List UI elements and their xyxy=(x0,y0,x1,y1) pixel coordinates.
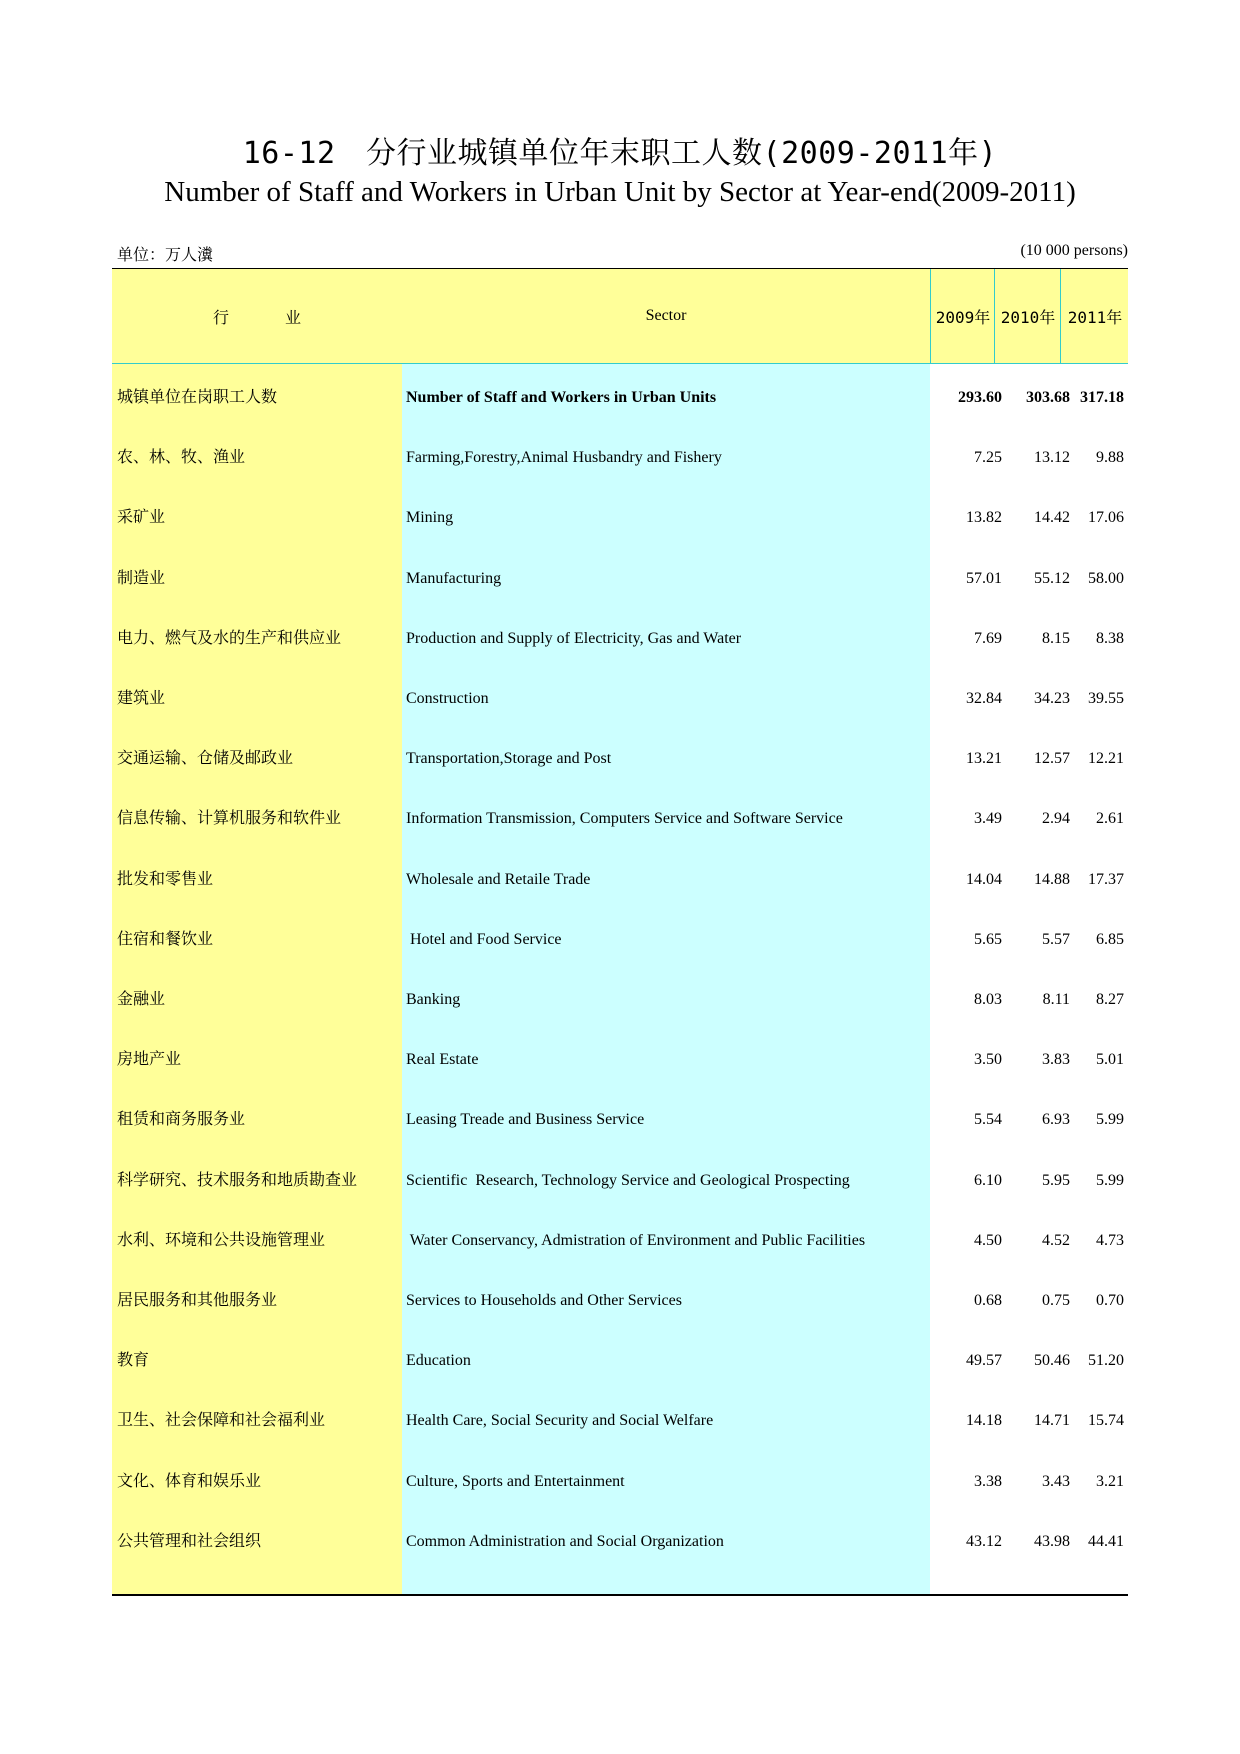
page-title-cn: 16-12 分行业城镇单位年末职工人数(2009-2011年) xyxy=(242,136,998,171)
value-2009: 3.50 xyxy=(974,1051,1002,1069)
table-row xyxy=(112,970,1128,1030)
value-2011: 5.99 xyxy=(1096,1171,1124,1189)
value-2009: 5.65 xyxy=(974,930,1002,948)
table-row xyxy=(112,669,1128,729)
value-2010: 3.43 xyxy=(1042,1472,1070,1490)
value-2010: 55.12 xyxy=(1034,569,1070,587)
value-2011: 12.21 xyxy=(1088,750,1124,768)
table-row xyxy=(112,1331,1128,1391)
header-sector-cn xyxy=(112,269,402,363)
sector-name-cn: 信息传输、计算机服务和软件业 xyxy=(117,810,342,828)
table-row xyxy=(112,609,1128,669)
sector-name-cn: 文化、体育和娱乐业 xyxy=(117,1472,262,1490)
table-row xyxy=(112,729,1128,789)
value-2009: 6.10 xyxy=(974,1171,1002,1189)
header-year-2011: 2011年 xyxy=(1060,269,1129,363)
sector-name-en: Information Transmission, Computers Service and Software Service xyxy=(406,810,843,828)
sector-name-cn: 电力、燃气及水的生产和供应业 xyxy=(117,629,342,647)
value-2009: 4.50 xyxy=(974,1231,1002,1249)
sector-name-cn: 采矿业 xyxy=(117,509,166,527)
table-row xyxy=(112,1090,1128,1150)
sector-name-en: Production and Supply of Electricity, Gas and Water xyxy=(406,629,742,647)
sector-name-cn: 批发和零售业 xyxy=(117,870,214,888)
value-2009: 43.12 xyxy=(966,1532,1002,1550)
sector-name-en: Education xyxy=(406,1352,471,1370)
value-2011: 17.06 xyxy=(1088,509,1124,527)
table-row xyxy=(112,910,1128,970)
sector-name-en: Culture, Sports and Entertainment xyxy=(406,1472,625,1490)
value-2010: 8.15 xyxy=(1042,629,1070,647)
value-2011: 3.21 xyxy=(1096,1472,1124,1490)
sector-name-en: Water Conservancy, Admistration of Environment and Public Facilities xyxy=(406,1231,866,1249)
sector-name-cn: 制造业 xyxy=(117,569,166,587)
value-2010: 2.94 xyxy=(1042,810,1070,828)
value-2011: 2.61 xyxy=(1096,810,1124,828)
table-row xyxy=(112,1271,1128,1331)
value-2010: 5.57 xyxy=(1042,930,1070,948)
value-2011: 317.18 xyxy=(1080,389,1124,406)
sector-name-en: Services to Households and Other Services xyxy=(406,1292,682,1309)
value-2009: 57.01 xyxy=(966,569,1002,587)
unit-label-en: (10 000 persons) xyxy=(1020,242,1128,259)
value-2009: 0.68 xyxy=(974,1292,1002,1309)
sector-name-cn: 居民服务和其他服务业 xyxy=(117,1292,278,1309)
header-sector-en: Sector xyxy=(645,307,687,324)
table-row xyxy=(112,789,1128,849)
table-row xyxy=(112,368,1128,428)
table-row xyxy=(112,1151,1128,1211)
table-row xyxy=(112,428,1128,488)
value-2009: 8.03 xyxy=(974,991,1002,1008)
value-2011: 4.73 xyxy=(1096,1231,1124,1249)
sector-name-cn: 城镇单位在岗职工人数 xyxy=(117,389,278,406)
sector-name-en: Number of Staff and Workers in Urban Units xyxy=(406,389,717,406)
table-row xyxy=(112,488,1128,548)
sector-name-en: Mining xyxy=(406,509,454,527)
table-row xyxy=(112,1512,1128,1572)
table-row xyxy=(112,1391,1128,1451)
value-2009: 3.38 xyxy=(974,1472,1002,1490)
sector-name-cn: 科学研究、技术服务和地质勘查业 xyxy=(117,1171,358,1189)
value-2010: 34.23 xyxy=(1034,690,1070,707)
sector-name-en: Manufacturing xyxy=(406,569,502,587)
value-2011: 44.41 xyxy=(1088,1532,1124,1550)
value-2009: 14.04 xyxy=(966,870,1002,888)
value-2010: 3.83 xyxy=(1042,1051,1070,1069)
value-2009: 7.25 xyxy=(974,449,1002,467)
sector-name-cn: 教育 xyxy=(117,1352,150,1370)
value-2009: 13.82 xyxy=(966,509,1002,527)
value-2011: 5.01 xyxy=(1096,1051,1124,1069)
value-2009: 32.84 xyxy=(966,690,1002,707)
sector-name-cn: 住宿和餐饮业 xyxy=(117,930,214,948)
sector-name-cn: 建筑业 xyxy=(117,690,166,707)
table-row xyxy=(112,1211,1128,1271)
value-2011: 5.99 xyxy=(1096,1111,1124,1129)
value-2010: 50.46 xyxy=(1034,1352,1070,1370)
table-body xyxy=(112,364,1128,1594)
sector-name-en: Banking xyxy=(406,991,461,1008)
value-2010: 13.12 xyxy=(1034,449,1070,467)
table-row xyxy=(112,1452,1128,1512)
value-2011: 39.55 xyxy=(1088,690,1124,707)
sector-name-cn: 水利、环境和公共设施管理业 xyxy=(117,1231,326,1249)
value-2010: 43.98 xyxy=(1034,1532,1070,1550)
sector-name-en: Scientific Research, Technology Service and Geological Prospecting xyxy=(406,1171,850,1189)
value-2011: 58.00 xyxy=(1088,569,1124,587)
value-2011: 17.37 xyxy=(1088,870,1124,888)
sector-name-en: Construction xyxy=(406,690,489,707)
value-2010: 5.95 xyxy=(1042,1171,1070,1189)
header-sector-cn-a: 行 xyxy=(212,309,229,327)
value-2011: 15.74 xyxy=(1088,1412,1124,1430)
value-2011: 6.85 xyxy=(1096,930,1124,948)
table-row xyxy=(112,1030,1128,1090)
value-2011: 8.27 xyxy=(1096,991,1124,1008)
value-2010: 8.11 xyxy=(1042,991,1070,1008)
sector-name-cn: 交通运输、仓储及邮政业 xyxy=(117,750,294,768)
value-2010: 4.52 xyxy=(1042,1231,1070,1249)
value-2009: 13.21 xyxy=(966,750,1002,768)
page-title-en: Number of Staff and Workers in Urban Unit by Sector at Year-end(2009-2011) xyxy=(164,176,1076,208)
sector-name-en: Real Estate xyxy=(406,1051,479,1069)
header-sector-cn-b: 业 xyxy=(285,309,302,327)
value-2010: 14.71 xyxy=(1034,1412,1070,1430)
value-2011: 0.70 xyxy=(1096,1292,1124,1309)
value-2009: 3.49 xyxy=(974,810,1002,828)
sector-name-en: Hotel and Food Service xyxy=(406,930,562,948)
sector-name-cn: 公共管理和社会组织 xyxy=(117,1532,262,1550)
header-year-2009: 2009年 xyxy=(930,269,995,363)
value-2011: 8.38 xyxy=(1096,629,1124,647)
table-header xyxy=(112,269,1128,364)
sector-name-cn: 房地产业 xyxy=(117,1051,182,1069)
sector-name-en: Leasing Treade and Business Service xyxy=(406,1111,645,1129)
value-2010: 6.93 xyxy=(1042,1111,1070,1129)
value-2010: 12.57 xyxy=(1034,750,1070,768)
table-row xyxy=(112,850,1128,910)
value-2009: 49.57 xyxy=(966,1352,1002,1370)
value-2011: 51.20 xyxy=(1088,1352,1124,1370)
value-2011: 9.88 xyxy=(1096,449,1124,467)
sector-name-cn: 金融业 xyxy=(117,991,166,1008)
sector-name-cn: 卫生、社会保障和社会福利业 xyxy=(117,1412,326,1430)
bottom-rule xyxy=(112,1594,1128,1596)
sector-name-en: Transportation,Storage and Post xyxy=(406,750,612,768)
sector-name-cn: 农、林、牧、渔业 xyxy=(117,449,246,467)
value-2009: 7.69 xyxy=(974,629,1002,647)
sector-name-en: Farming,Forestry,Animal Husbandry and Fishery xyxy=(406,449,722,467)
value-2009: 14.18 xyxy=(966,1412,1002,1430)
table-row xyxy=(112,549,1128,609)
value-2010: 303.68 xyxy=(1026,389,1070,406)
value-2010: 14.88 xyxy=(1034,870,1070,888)
header-year-2010: 2010年 xyxy=(994,269,1061,363)
unit-label-cn: 单位：万人瀵 xyxy=(117,247,214,264)
value-2010: 14.42 xyxy=(1034,509,1070,527)
value-2010: 0.75 xyxy=(1042,1292,1070,1309)
value-2009: 293.60 xyxy=(958,389,1002,406)
value-2009: 5.54 xyxy=(974,1111,1002,1129)
sector-name-en: Common Administration and Social Organization xyxy=(406,1532,724,1550)
sector-name-en: Health Care, Social Security and Social Welfare xyxy=(406,1412,714,1430)
sector-name-en: Wholesale and Retaile Trade xyxy=(406,870,591,888)
sector-name-cn: 租赁和商务服务业 xyxy=(117,1111,246,1129)
